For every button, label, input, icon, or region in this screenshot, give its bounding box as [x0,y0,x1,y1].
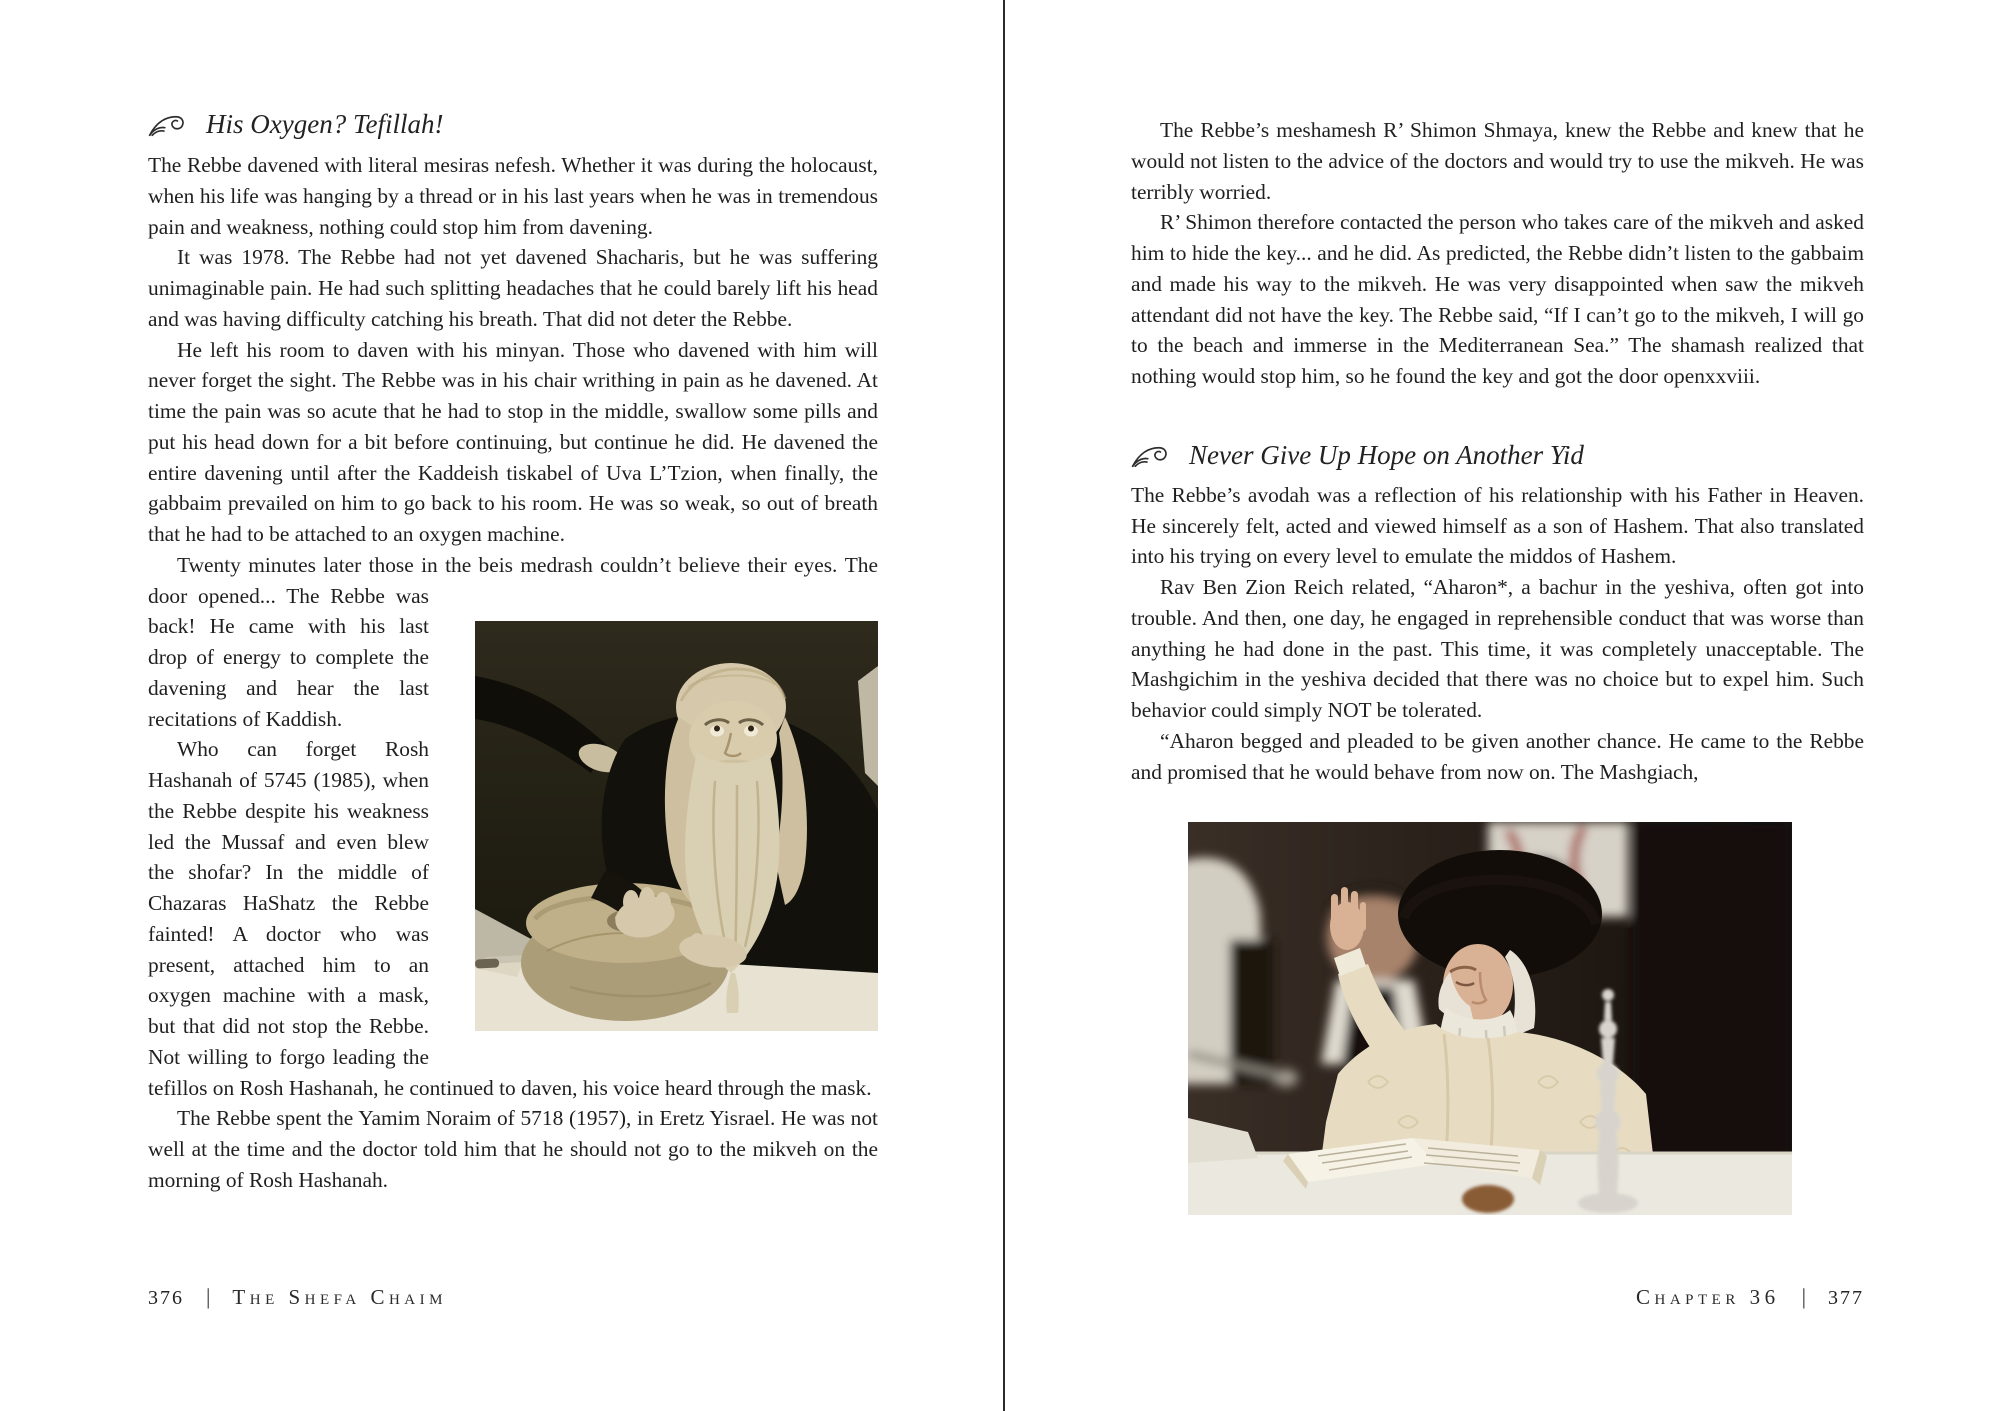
page-number: 377 [1828,1287,1864,1309]
paragraph: The Rebbe’s meshamesh R’ Shimon Shmaya, knew the Rebbe and knew that he would not listen to the advice of the doctors and would try to use the mikveh. He was terribly worried. [1131,118,1864,204]
section-heading-text: Never Give Up Hope on Another Yid [1189,439,1584,470]
section-heading-left [148,107,878,141]
page-left [148,107,878,1196]
paragraph: R’ Shimon therefore contacted the person who takes care of the mikveh and asked him to hide the key... and he did. As predicted, the Rebbe didn’t listen to the gabbaim and made his way to the mikveh. He was very disappointed when saw the mikveh attendant did not have the key. The Rebbe said, “If I can’t go to the mikveh, I will go to the beach and immerse in the Mediterranean Sea.” The shamash realized that nothing would stop him, so he found the key and got the door openxxviii. [1131,210,1864,388]
photo-rebbe-praying-book [1188,822,1792,1215]
page-gutter-divider [1003,0,1005,1411]
book-title: The Shefa Chaim [232,1285,447,1309]
photo-rebbe-round-bread [475,621,878,1031]
paragraph-text: Twenty minutes later those in the beis medrash couldn’t believe their eyes. [177,552,845,577]
paragraph: The Rebbe spent the Yamim Noraim of 5718 (1957), in Eretz Yisrael. He was not well at the time and the doctor told him that he should not go to the mikveh on the morning of Rosh Hashanah. [148,1106,878,1192]
paragraph: The Rebbe davened with literal mesiras nefesh. Whether it was during the holocaust, when his life was hanging by a thread or in his last years when he was in tremendous pain and weakness, nothing could stop him from davening. [148,153,878,239]
fleuron-swash-icon [1131,443,1168,467]
footer-right [1636,1284,1864,1310]
section-heading-right [1131,438,1864,472]
chapter-label: Chapter 36 [1635,1285,1780,1309]
footer-left [148,1284,447,1310]
paragraph: Rav Ben Zion Reich related, “Aharon*, a bachur in the yeshiva, often got into trouble. And then, one day, he engaged in reprehensible conduct that was worse than anything he had done in the past. This time, it was completely unacceptable. The Mashgichim in the yeshiva decided that there was no choice but to expel him. Such behavior could simply NOT be tolerated. [1131,575,1864,722]
paragraph-text: The door opened... The Rebbe was back! He came with his last drop of energy to complete the davening and hear the last recitations of Kaddish. [148,552,878,731]
paragraph: He left his room to daven with his minyan. Those who davened with him will never forget the sight. The Rebbe was in his chair writhing in pain as he davened. At time the pain was so acute that he had to stop in the middle, swallow some pills and put his head down for a bit before continuing, but continue he did. He davened the entire davening until after the Kaddeish tiskabel of Uva L’Tzion, when finally, the gabbaim prevailed on him to go back to his room. He was so weak, so out of breath that he had to be attached to an oxygen machine. [148,337,878,546]
paragraph: The Rebbe’s avodah was a reflection of his relationship with his Father in Heaven. He sincerely felt, acted and viewed himself as a son of Hashem. That also translated into his trying on every level to emulate the middos of Hashem. [1131,482,1864,569]
paragraph: Who can forget Rosh Hashanah of 5745 (1985), when the Rebbe despite his weakness led the Mussaf and even blew the shofar? In the middle of Chazaras HaShatz the Rebbe fainted! A doctor who was present, attached him to an oxygen machine with a mask, but that did not stop the Rebbe. Not willing to forgo leading the tefillos on Rosh Hashanah, he continued to daven, his voice heard through the mask. [148,737,872,1100]
footer-separator: | [1801,1284,1806,1309]
paragraph: “Aharon begged and pleaded to be given another chance. He came to the Rebbe and promised that he would behave from now on. The Mashgiach, [1131,728,1864,784]
paragraph: It was 1978. The Rebbe had not yet davened Shacharis, but he was suffering unimaginable pain. He had such splitting headaches that he could barely lift his head and was having difficulty catching his breath. That did not deter the Rebbe. [148,245,878,331]
page-right [1131,115,1864,1215]
fleuron-swash-icon [148,112,185,136]
page-number: 376 [148,1287,184,1309]
footer-separator: | [206,1284,211,1309]
paragraph-with-photo [148,550,878,735]
section-heading-text: His Oxygen? Tefillah! [206,109,444,139]
